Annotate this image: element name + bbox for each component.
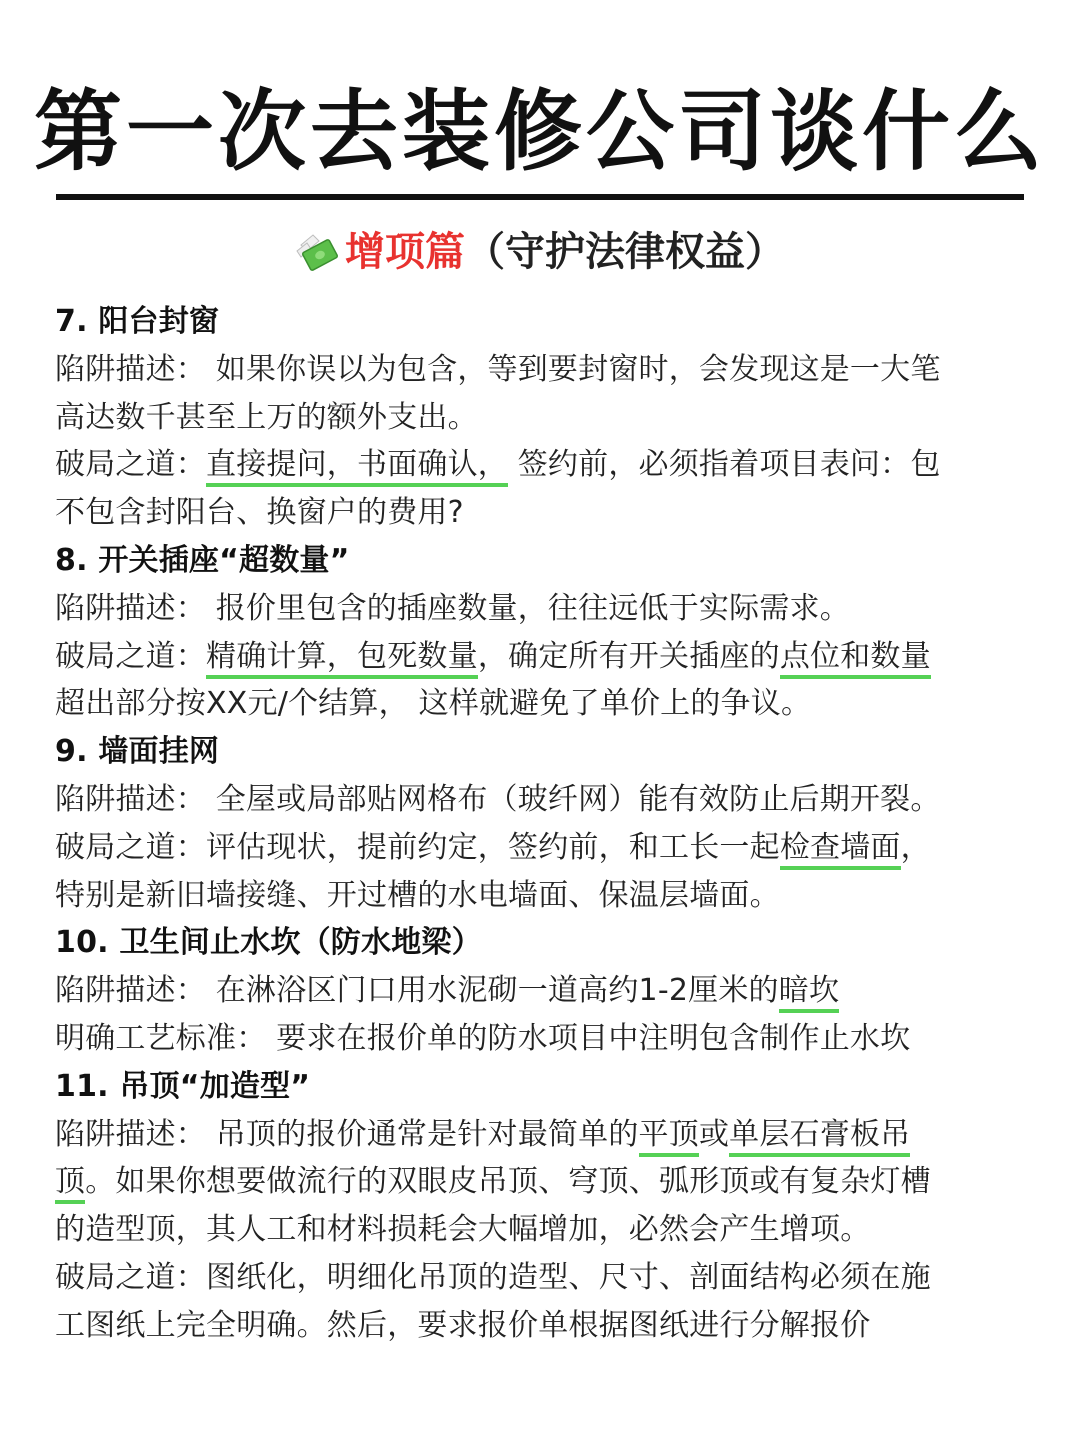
body-text-line	[55, 1206, 1030, 1254]
body-text-line	[55, 872, 1030, 920]
text-segment: 破局之道：评估现状，提前约定，签约前，和工长一起	[55, 829, 780, 865]
text-segment: 8. 开关插座“超数量”	[55, 542, 350, 578]
text-segment: 。如果你想要做流行的双眼皮吊顶、穹顶、弧形顶或有复杂灯槽	[85, 1164, 931, 1200]
highlighted-phrase: 平顶	[639, 1117, 699, 1157]
text-segment: 签约前，必须指着项目表问：包	[508, 447, 941, 483]
text-segment: 破局之道：	[55, 447, 206, 483]
text-segment: 破局之道：	[55, 638, 206, 674]
body-text-line	[55, 824, 1030, 872]
subtitle-accent: 增项篇	[345, 229, 465, 275]
highlighted-phrase: 顶	[55, 1164, 85, 1204]
section-heading	[55, 919, 1030, 967]
text-segment: 明确工艺标准： 要求在报价单的防水项目中注明包含制作止水坎	[55, 1020, 911, 1056]
body-text-line	[55, 441, 1030, 489]
highlighted-phrase: 直接提问，书面确认，	[206, 447, 508, 487]
body-text-line	[55, 1158, 1030, 1206]
body-text-line	[55, 585, 1030, 633]
body-text-line	[55, 967, 1030, 1015]
text-segment: 不包含封阳台、换窗户的费用?	[55, 495, 464, 531]
title-divider	[56, 194, 1024, 200]
text-segment: ，确定所有开关插座的	[477, 638, 780, 674]
text-segment: 陷阱描述： 报价里包含的插座数量，往往远低于实际需求。	[55, 590, 850, 626]
highlighted-phrase: 检查墙面	[780, 830, 901, 870]
body-text-line	[55, 1254, 1030, 1302]
text-segment: 9. 墙面挂网	[55, 734, 220, 770]
section-heading	[55, 298, 1030, 346]
section-heading	[55, 1063, 1030, 1111]
body-text-line	[55, 633, 1030, 681]
subtitle-rest: （守护法律权益）	[465, 229, 785, 275]
highlighted-phrase: 单层石膏板吊	[729, 1117, 910, 1157]
content-body	[55, 298, 1030, 1350]
text-segment: 陷阱描述： 吊顶的报价通常是针对最简单的	[55, 1116, 639, 1152]
highlighted-phrase: 暗坎	[779, 973, 839, 1013]
highlighted-phrase: 精确计算，包死数量	[206, 639, 478, 679]
text-segment: 破局之道：图纸化，明细化吊顶的造型、尺寸、剖面结构必须在施	[55, 1259, 931, 1295]
body-text-line	[55, 776, 1030, 824]
text-segment: 的造型顶，其人工和材料损耗会大幅增加，必然会产生增项。	[55, 1212, 871, 1248]
text-segment: ，	[900, 829, 931, 865]
text-segment: 超出部分按XX元/个结算， 这样就避免了单价上的争议。	[55, 686, 812, 722]
text-segment: 7. 阳台封窗	[55, 304, 220, 339]
highlighted-phrase: 点位和数量	[780, 639, 931, 679]
text-segment: 工图纸上完全明确。然后，要求报价单根据图纸进行分解报价	[55, 1307, 871, 1343]
text-segment: 高达数千甚至上万的额外支出。	[55, 399, 478, 435]
body-text-line	[55, 346, 1030, 394]
section-heading	[55, 728, 1030, 776]
text-segment: 10. 卫生间止水坎（防水地梁）	[55, 925, 482, 961]
money-with-wings-icon	[295, 231, 339, 273]
text-segment: 陷阱描述： 在淋浴区门口用水泥砌一道高约1-2厘米的	[55, 973, 779, 1009]
text-segment: 陷阱描述： 如果你误以为包含，等到要封窗时，会发现这是一大笔	[55, 351, 941, 387]
section-heading	[55, 537, 1030, 585]
text-segment: 陷阱描述： 全屋或局部贴网格布（玻纤网）能有效防止后期开裂。	[55, 781, 941, 817]
section-subtitle	[0, 225, 1080, 279]
body-text-line	[55, 1015, 1030, 1063]
body-text-line	[55, 489, 1030, 537]
body-text-line	[55, 1302, 1030, 1350]
body-text-line	[55, 680, 1030, 728]
page-title: 第一次去装修公司谈什么	[33, 80, 1046, 183]
text-segment: 或	[698, 1116, 730, 1152]
text-segment: 11. 吊顶“加造型”	[55, 1068, 311, 1104]
body-text-line	[55, 1111, 1030, 1159]
body-text-line	[55, 394, 1030, 442]
text-segment: 特别是新旧墙接缝、开过槽的水电墙面、保温层墙面。	[55, 877, 780, 913]
